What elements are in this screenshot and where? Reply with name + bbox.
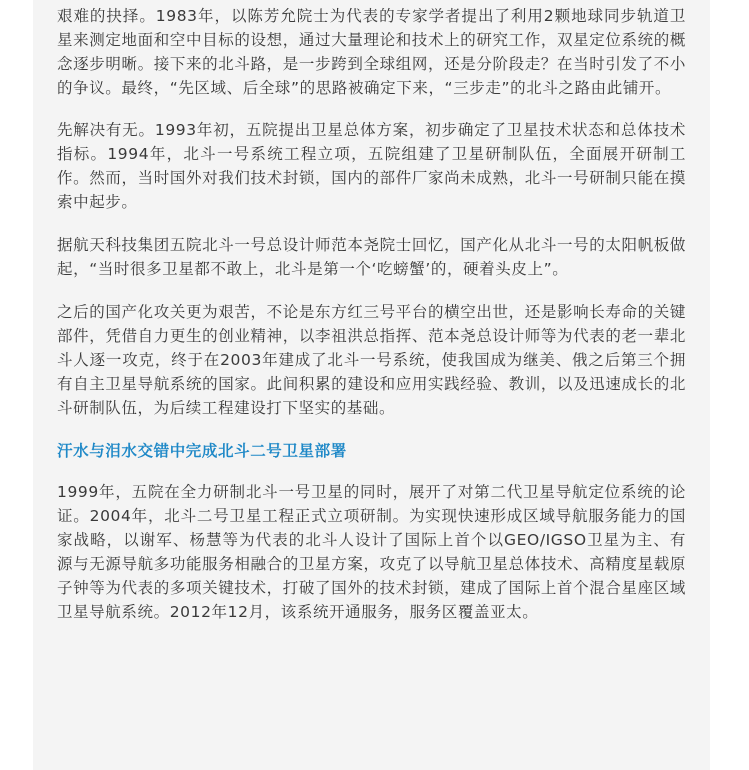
article-paragraph: 据航天科技集团五院北斗一号总设计师范本尧院士回忆，国产化从北斗一号的太阳帆板做起，“当时很多卫星都不敢上，北斗是第一个‘吃螃蟹’的，硬着头皮上”。 [57,236,686,278]
article-body [33,0,710,770]
article-paragraph: 之后的国产化攻关更为艰苦，不论是东方红三号平台的横空出世，还是影响长寿命的关键部件，凭借自力更生的创业精神，以李祖洪总指挥、范本尧总设计师等为代表的老一辈北斗人逐一攻克，终于在2003年建成了北斗一号系统，使我国成为继美、俄之后第三个拥有自主卫星导航系统的国家。此间积累的建设和应用实践经验、教训，以及迅速成长的北斗研制队伍，为后续工程建设打下坚实的基础。 [57,303,686,417]
article-paragraph: 先解决有无。1993年初，五院提出卫星总体方案，初步确定了卫星技术状态和总体技术指标。1994年，北斗一号系统工程立项，五院组建了卫星研制队伍，全面展开研制工作。然而，当时国外对我们技术封锁，国内的部件厂家尚未成熟，北斗一号研制只能在摸索中起步。 [57,121,686,211]
article-paragraph: 艰难的抉择。1983年，以陈芳允院士为代表的专家学者提出了利用2颗地球同步轨道卫星来测定地面和空中目标的设想，通过大量理论和技术上的研究工作，双星定位系统的概念逐步明晰。接下来的北斗路，是一步跨到全球组网，还是分阶段走？在当时引发了不小的争议。最终，“先区域、后全球”的思路被确定下来，“三步走”的北斗之路由此铺开。 [57,7,686,97]
section-heading: 汗水与泪水交错中完成北斗二号卫星部署 [57,442,347,460]
article-paragraph: 1999年，五院在全力研制北斗一号卫星的同时，展开了对第二代卫星导航定位系统的论证。2004年，北斗二号卫星工程正式立项研制。为实现快速形成区域导航服务能力的国家战略，以谢军、杨慧等为代表的北斗人设计了国际上首个以GEO/IGSO卫星为主、有源与无源导航多功能服务相融合的卫星方案，攻克了以导航卫星总体技术、高精度星载原子钟等为代表的多项关键技术，打破了国外的技术封锁，建成了国际上首个混合星座区域卫星导航系统。2012年12月，该系统开通服务，服务区覆盖亚太。 [57,483,686,621]
